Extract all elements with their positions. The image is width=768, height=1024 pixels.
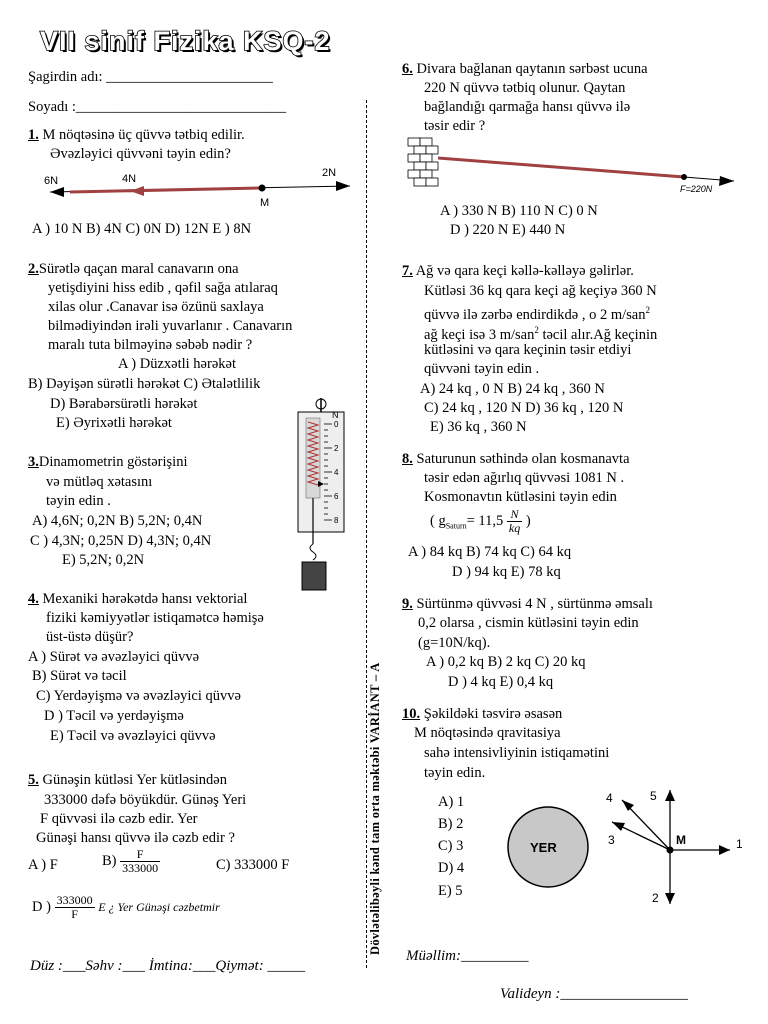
question-5-option-c[interactable]: C) 333000 F xyxy=(216,857,290,873)
question-4-text-line-3: üst-üstə düşür? xyxy=(46,629,134,645)
formula-fraction xyxy=(507,508,522,535)
question-6-text-line-1: Divara bağlanan qaytanın sərbəst ucuna xyxy=(412,61,648,77)
question-2-text-line-5: maralı tuta bilməyinə səbəb nədir ? xyxy=(48,337,253,353)
dynamometer-unit-label: N xyxy=(332,410,339,420)
superscript-2: 2 xyxy=(534,325,539,335)
question-3-text-line-2: və mütləq xətasını xyxy=(46,474,153,490)
question-1-number: 1. xyxy=(28,127,39,143)
question-5-option-b-label: B) xyxy=(102,852,117,869)
question-2-number: 2. xyxy=(28,261,39,277)
question-2-text-line-1: Sürətlə qaçan maral canavarın ona xyxy=(38,261,239,277)
question-5-text-line-1: Günəşin kütləsi Yer kütləsindən xyxy=(38,772,227,788)
direction-1-label: 1 xyxy=(736,837,743,851)
question-2-text-line-4: bilmədiyindən irəli yuvarlanır . Canavarın xyxy=(48,318,293,334)
question-9-options-de[interactable]: D ) 4 kq E) 0,4 kq xyxy=(448,674,554,690)
planet-label: YER xyxy=(530,840,557,855)
question-7-text-line-3a: qüvvə ilə zərbə endirdikdə , o 2 m/san xyxy=(424,306,646,323)
question-2-option-a[interactable]: A ) Düzxətli hərəkət xyxy=(118,356,236,372)
student-name-field[interactable]: Şagirdin adı: _______________________ xyxy=(28,69,273,85)
question-1-answers[interactable]: A ) 10 N B) 4N C) 0N D) 12N E ) 8N xyxy=(32,221,252,237)
question-10-text-line-3: sahə intensivliyinin istiqamətini xyxy=(424,745,610,761)
question-3-number: 3. xyxy=(28,454,39,470)
question-10-option-e[interactable]: E) 5 xyxy=(438,883,463,899)
question-6-text-line-2: 220 N qüvvə tətbiq olunur. Qaytan xyxy=(424,80,626,96)
question-10-option-d[interactable]: D) 4 xyxy=(438,860,465,876)
question-5-option-a[interactable]: A ) F xyxy=(28,857,58,873)
dynamometer-tick-6: 6 xyxy=(334,492,339,501)
question-5 xyxy=(28,771,227,789)
question-6-text-line-4: təsir edir ? xyxy=(424,118,486,134)
question-3-options-cd[interactable]: C ) 4,3N; 0,25N D) 4,3N; 0,4N xyxy=(30,533,212,549)
question-8-gravity-formula xyxy=(430,508,531,536)
question-1-force-diagram xyxy=(30,166,360,210)
question-2 xyxy=(28,260,239,278)
question-5-text-line-2: 333000 dəfə böyükdür. Günəş Yeri xyxy=(44,792,247,808)
question-6-wall-rope-diagram xyxy=(404,136,744,198)
formula-value: = 11,5 xyxy=(466,512,504,529)
question-10-option-a[interactable]: A) 1 xyxy=(438,794,465,810)
grade-summary[interactable]: Düz :___Səhv :___ İmtina:___Qiymət: _____ xyxy=(30,958,305,974)
question-5-option-b-fraction xyxy=(120,848,160,875)
question-8-text-line-2: təsir edən ağırlıq qüvvəsi 1081 N . xyxy=(424,470,625,486)
question-5-text-line-4: Günəşi hansı qüvvə ilə cəzb edir ? xyxy=(36,830,235,846)
question-4-text-line-1: Mexaniki hərəkətdə hansı vektorial xyxy=(38,591,248,607)
question-3-options-ab[interactable]: A) 4,6N; 0,2N B) 5,2N; 0,4N xyxy=(32,513,203,529)
question-4-option-b[interactable]: B) Sürət və təcil xyxy=(32,668,127,684)
fraction-denominator: 333000 xyxy=(122,861,159,875)
dynamometer-tick-8: 8 xyxy=(334,516,339,525)
teacher-signature-field[interactable]: Müəllim:_________ xyxy=(406,948,529,964)
question-7-options-cd[interactable]: C) 24 kq , 120 N D) 36 kq , 120 N xyxy=(424,400,624,416)
direction-4-label: 4 xyxy=(606,791,613,805)
question-7-option-e[interactable]: E) 36 kq , 360 N xyxy=(430,419,527,435)
question-10-gravity-diagram xyxy=(500,782,764,912)
question-4-option-c[interactable]: C) Yerdəyişmə və əvəzləyici qüvvə xyxy=(36,688,241,704)
question-3 xyxy=(28,453,187,471)
question-6-text-line-3: bağlandığı qarmağa hansı qüvvə ilə xyxy=(424,99,631,115)
question-9-number: 9. xyxy=(402,596,413,612)
question-9 xyxy=(402,595,653,613)
question-2-options-bc[interactable]: B) Dəyişən sürətli hərəkət C) Ətalətlilik xyxy=(28,376,261,392)
formula-subscript: Saturn xyxy=(445,521,467,531)
column-divider xyxy=(366,100,367,968)
superscript-2: 2 xyxy=(645,305,650,315)
dynamometer-tick-4: 4 xyxy=(334,468,339,477)
question-4-option-a[interactable]: A ) Sürət və əvəzləyici qüvvə xyxy=(28,649,200,665)
dynamometer-diagram xyxy=(296,396,348,596)
force-220n-label: F=220N xyxy=(680,184,713,194)
question-5-number: 5. xyxy=(28,772,39,788)
question-6-options-abc[interactable]: A ) 330 N B) 110 N C) 0 N xyxy=(440,203,598,219)
question-4-option-d[interactable]: D ) Təcil və yerdəyişmə xyxy=(44,708,184,724)
question-9-text-line-3: (g=10N/kq). xyxy=(418,635,491,651)
fraction-numerator: N xyxy=(507,508,522,522)
question-9-text-line-2: 0,2 olarsa , cismin kütləsini təyin edin xyxy=(418,615,639,631)
direction-2-label: 2 xyxy=(652,891,659,905)
fraction-numerator: 333000 xyxy=(56,893,93,907)
question-6-number: 6. xyxy=(402,61,413,77)
question-4-option-e[interactable]: E) Təcil və əvəzləyici qüvvə xyxy=(50,728,216,744)
question-6 xyxy=(402,60,648,78)
question-10-option-c[interactable]: C) 3 xyxy=(438,838,464,854)
question-1-text-line-1: M nöqtəsinə üç qüvvə tətbiq edilir. xyxy=(38,127,245,143)
question-10-text-line-1: Şəkildəki təsvirə əsasən xyxy=(420,706,563,722)
fraction-numerator: F xyxy=(120,848,160,862)
question-9-options-abc[interactable]: A ) 0,2 kq B) 2 kq C) 20 kq xyxy=(426,654,586,670)
question-8-options-abc[interactable]: A ) 84 kq B) 74 kq C) 64 kq xyxy=(408,544,572,560)
student-surname-field[interactable]: Soyadı :_____________________________ xyxy=(28,99,287,115)
question-3-text-line-3: təyin edin . xyxy=(46,493,111,509)
question-7-text-line-5: kütləsini və qara keçinin təsir etdiyi xyxy=(424,342,632,358)
direction-5-label: 5 xyxy=(650,789,657,803)
question-4-text-line-2: fiziki kəmiyyətlər istiqamətcə həmişə xyxy=(46,610,264,626)
question-7-text-line-4a: ağ keçi isə 3 m/san xyxy=(424,326,535,343)
dynamometer-tick-0: 0 xyxy=(334,420,339,429)
question-10-number: 10. xyxy=(402,706,421,722)
question-8-text-line-1: Saturunun səthində olan kosmanavta xyxy=(412,451,630,467)
question-7-number: 7. xyxy=(402,263,413,279)
question-5-option-b[interactable] xyxy=(102,848,160,875)
fraction-denominator: kq xyxy=(508,521,521,535)
question-5-option-d[interactable] xyxy=(32,894,220,921)
point-m-label: M xyxy=(260,197,270,209)
question-1 xyxy=(28,126,245,144)
question-8-options-de[interactable]: D ) 94 kq E) 78 kq xyxy=(452,564,561,580)
question-7-text-line-1: Ağ və qara keçi kəllə-kəlləyə gəlirlər. xyxy=(412,263,634,279)
question-8 xyxy=(402,450,630,468)
school-variant-label: Dövlətəlibəyli kənd tam orta məktəbi VARİANT – A xyxy=(368,662,382,955)
dynamometer-tick-2: 2 xyxy=(334,444,339,453)
question-10-text-line-4: təyin edin. xyxy=(424,765,486,781)
question-2-text-line-2: yetişdiyini hiss edib , qəfil sağa atılaraq xyxy=(48,280,278,296)
question-7-options-ab[interactable]: A) 24 kq , 0 N B) 24 kq , 360 N xyxy=(420,381,605,397)
question-5-option-d-fraction xyxy=(55,894,95,921)
question-8-number: 8. xyxy=(402,451,413,467)
page-title: VII sinif Fizika KSQ-2 xyxy=(40,26,331,56)
question-9-text-line-1: Sürtünmə qüvvəsi 4 N , sürtünmə əmsalı xyxy=(412,596,653,612)
question-1-text-line-2: Əvəzləyici qüvvəni təyin edin? xyxy=(50,146,231,162)
force-4n-label: 4N xyxy=(122,173,137,185)
question-5-option-e[interactable]: E ¿ Yer Günəşi cəzbetmir xyxy=(98,899,220,914)
formula-open: ( g xyxy=(430,512,446,529)
question-10 xyxy=(402,705,562,723)
question-2-text-line-3: xilas olur .Canavar isə özünü saxlaya xyxy=(48,299,264,315)
question-4 xyxy=(28,590,247,608)
question-4-number: 4. xyxy=(28,591,39,607)
question-5-option-d-label: D ) xyxy=(32,898,51,915)
force-2n-label: 2N xyxy=(322,167,337,179)
force-6n-label: 6N xyxy=(44,175,59,187)
formula-close: ) xyxy=(525,512,531,529)
direction-3-label: 3 xyxy=(608,833,615,847)
question-2-option-e[interactable]: E) Əyrixətli hərəkət xyxy=(56,415,172,431)
question-10-text-line-2: M nöqtəsində qravitasiya xyxy=(414,725,561,741)
question-7 xyxy=(402,262,634,280)
question-3-option-e[interactable]: E) 5,2N; 0,2N xyxy=(62,552,145,568)
question-8-text-line-3: Kosmonavtın kütləsini təyin edin xyxy=(424,489,617,505)
question-7-text-line-4b: təcil alır.Ağ keçinin xyxy=(538,326,658,343)
point-m-label: M xyxy=(676,833,686,847)
fraction-denominator: F xyxy=(71,907,78,921)
question-7-text-line-2: Kütləsi 36 kq qara keçi ağ keçiyə 360 N xyxy=(424,283,657,299)
question-3-text-line-1: Dinamometrin göstərişini xyxy=(38,454,188,470)
question-5-text-line-3: F qüvvəsi ilə cəzb edir. Yer xyxy=(40,811,198,827)
parent-signature-field[interactable]: Valideyn :_________________ xyxy=(500,986,688,1002)
question-2-option-d[interactable]: D) Bərabərsürətli hərəkət xyxy=(50,396,198,412)
question-6-options-de[interactable]: D ) 220 N E) 440 N xyxy=(450,222,566,238)
question-10-option-b[interactable]: B) 2 xyxy=(438,816,464,832)
question-7-text-line-6: qüvvəni təyin edin . xyxy=(424,361,540,377)
